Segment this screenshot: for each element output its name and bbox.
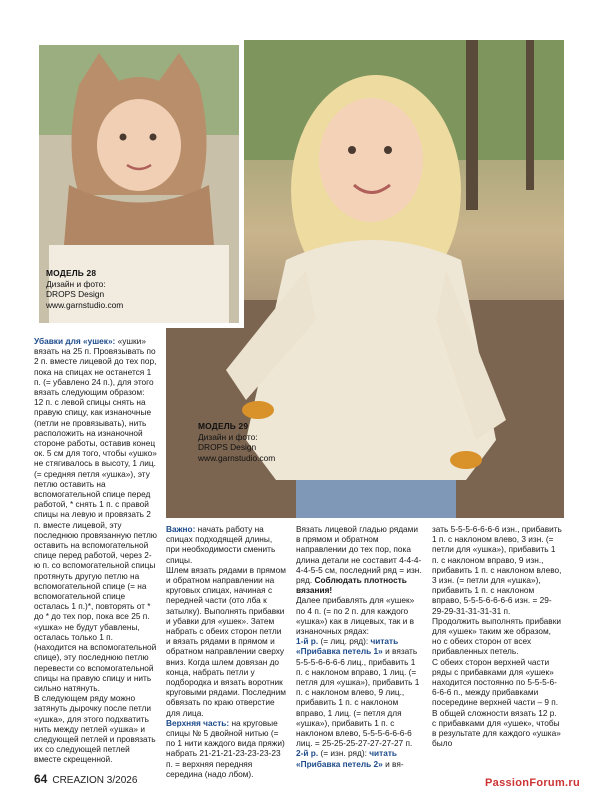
caption-28-label: МОДЕЛЬ 28 bbox=[46, 268, 97, 278]
col4-p2: Продолжить выполнять прибавки для «ушек» таким же образом, но с обеих сторон от всех прибавленных петель. bbox=[432, 615, 561, 657]
text-column-4 bbox=[432, 524, 562, 748]
col2-p2: Шлем вязать рядами в прямом и обратном направлении на круговых спицах, начиная с передней части (ото лба к затылку). Выполнять прибавки и убавки для «ушек». Затем набрать с обеих сторон петли и вязать рядами в прямом и обратном направлении сверху вниз. Когда шлем довязан до конца, набрать петли у подбородка и вязать воротник круговыми рядами. Последним обвязать по краю отверстие для лица. bbox=[166, 564, 286, 718]
col3-p2: Далее прибавлять для «ушек» по 4 п. (= по 2 п. для каждого «ушка») как в лицевых, так и в изнаночных рядах: bbox=[296, 595, 415, 637]
col3-p1: Вязать лицевой гладью рядами в прямом и обратном направлении до тех пор, пока длина детали не составит 4-4-4-4-4-5-5 см, последний ряд = изн. ряд. bbox=[296, 524, 422, 586]
caption-29-line2: DROPS Design bbox=[198, 442, 257, 452]
caption-29-label: МОДЕЛЬ 29 bbox=[198, 421, 249, 431]
caption-29-line1: Дизайн и фото: bbox=[198, 431, 258, 442]
col1-p1: «ушки» вязать на 25 п. Провязывать по 2 п. вместе лицевой до тех пор, пока на спицах не останется 1 п. (= убавлено 24 п.), для этого вязать следующим образом: bbox=[34, 336, 157, 398]
col1-p3: В следующем ряду можно затянуть дырочку после петли «ушка», для этого подхватить нить между петлей «ушка» и следующей петлей и провязать их со следующей петлей вместе скрещенной. bbox=[34, 693, 156, 765]
col2-heading-top: Верхняя часть: bbox=[166, 717, 230, 728]
magazine-issue: CREAZION 3/2026 bbox=[52, 775, 138, 786]
watermark: PassionForum.ru bbox=[485, 777, 580, 789]
col3-row1b: читать «Прибавка петель 1» bbox=[296, 636, 399, 657]
col3-row2a: (= изн. ряд): bbox=[318, 748, 367, 759]
col4-p1: зать 5-5-5-6-6-6-6 изн., прибавить 1 п. с наклоном влево, 3 изн. (= петли для «ушка»), прибавить 1 п. с наклоном вправо, 9 изн., прибавить 1 п. с наклоном влево, 3 изн. (= петли для «ушка»), прибавить 1 п. с наклоном вправо, 5-5-5-6-6-6-6 изн. = 29-29-29-31-31-31-31 п. bbox=[432, 524, 562, 616]
caption-28-line1: Дизайн и фото: bbox=[46, 278, 106, 289]
col3-row2: 2-й р. bbox=[296, 748, 319, 759]
text-column-2 bbox=[166, 524, 286, 779]
text-column-1 bbox=[34, 336, 157, 765]
col3-p3: и вязать 5-5-5-6-6-6-6 лиц., прибавить 1 п. с наклоном вправо, 1 лиц. (= петля для «ушка»), прибавить 1 п. с наклоном влево, 9 лиц., прибавить 1 п. с наклоном вправо, 1 лиц. (= петля для «ушка»), прибавить 1 п. с наклоном влево, 5-5-5-6-6-6-6 лиц. = 25-25-25-27-27-27-27 п. bbox=[296, 646, 420, 749]
caption-29-line3: www.garnstudio.com bbox=[198, 452, 276, 463]
caption-28-line3: www.garnstudio.com bbox=[46, 299, 124, 310]
col1-heading: Убавки для «ушек»: bbox=[34, 336, 116, 346]
caption-model-29 bbox=[198, 421, 275, 463]
col3-bold-gauge: Соблюдать плотность вязания! bbox=[296, 575, 407, 596]
col3-row1: 1-й р. bbox=[296, 636, 319, 647]
caption-28-line2: DROPS Design bbox=[46, 289, 105, 299]
col1-p2: 12 п. с левой спицы снять на правую спицу, как изнаночные (петли не провязывать), нить расположить на изнаночной стороне работы, оставив конец ок. 5 см для того, чтобы «ушко» не стягивалось в высоту, 1 лиц. (= средняя петля «ушка»), эту петлю оставить на вспомогательной спице перед работой, * снять 1 п. с правой спицы на левую и провязать 2 п. вместе лицевой, эту последнюю провязанную петлю оставить на вспомогательной спице перед работой, через 2-ю п. со вспомогательной спицы протянуть другую петлю на вспомогательной спице (= на вспомогательной спице осталась 1 п.)*, повторять от * до * до тех пор, пока все 25 п. «ушка» не будут убавлены, осталась только 1 п. (находится на вспомогательной спице), эту последнюю петлю перевести со вспомогательной спицы на правую спицу и нить сильно натянуть. bbox=[34, 397, 158, 693]
col3-p4: и вя- bbox=[382, 758, 404, 769]
col2-p3: на круговые спицы № 5 двойной нитью (= по 1 нити каждого вида пряжи) набрать 21-21-21-23-23-23-23 п. = верхняя передняя середина (надо лбом). bbox=[166, 717, 285, 779]
col3-row2b: читать «Прибавка петель 2» bbox=[296, 748, 398, 769]
text-column-3 bbox=[296, 524, 422, 769]
col4-p4: В общей сложности вязать 12 р. с прибавками для «ушек», чтобы в результате для каждого «ушка» было bbox=[432, 707, 561, 749]
page-number: 64 bbox=[34, 772, 48, 786]
col3-row1a: (= лиц. ряд): bbox=[318, 636, 369, 647]
col2-heading-important: Важно: bbox=[166, 524, 196, 534]
caption-model-28 bbox=[46, 268, 123, 310]
col4-p3: С обеих сторон верхней части ряды с прибавками для «ушек» находится постоянно по 5-5-5-6-6-6-6 п., между прибавками посередине верхней части – 9 п. bbox=[432, 656, 559, 708]
col2-p1: начать работу на спицах подходящей длины, при необходимости сменить спицы. bbox=[166, 524, 276, 565]
page-footer bbox=[34, 772, 137, 786]
